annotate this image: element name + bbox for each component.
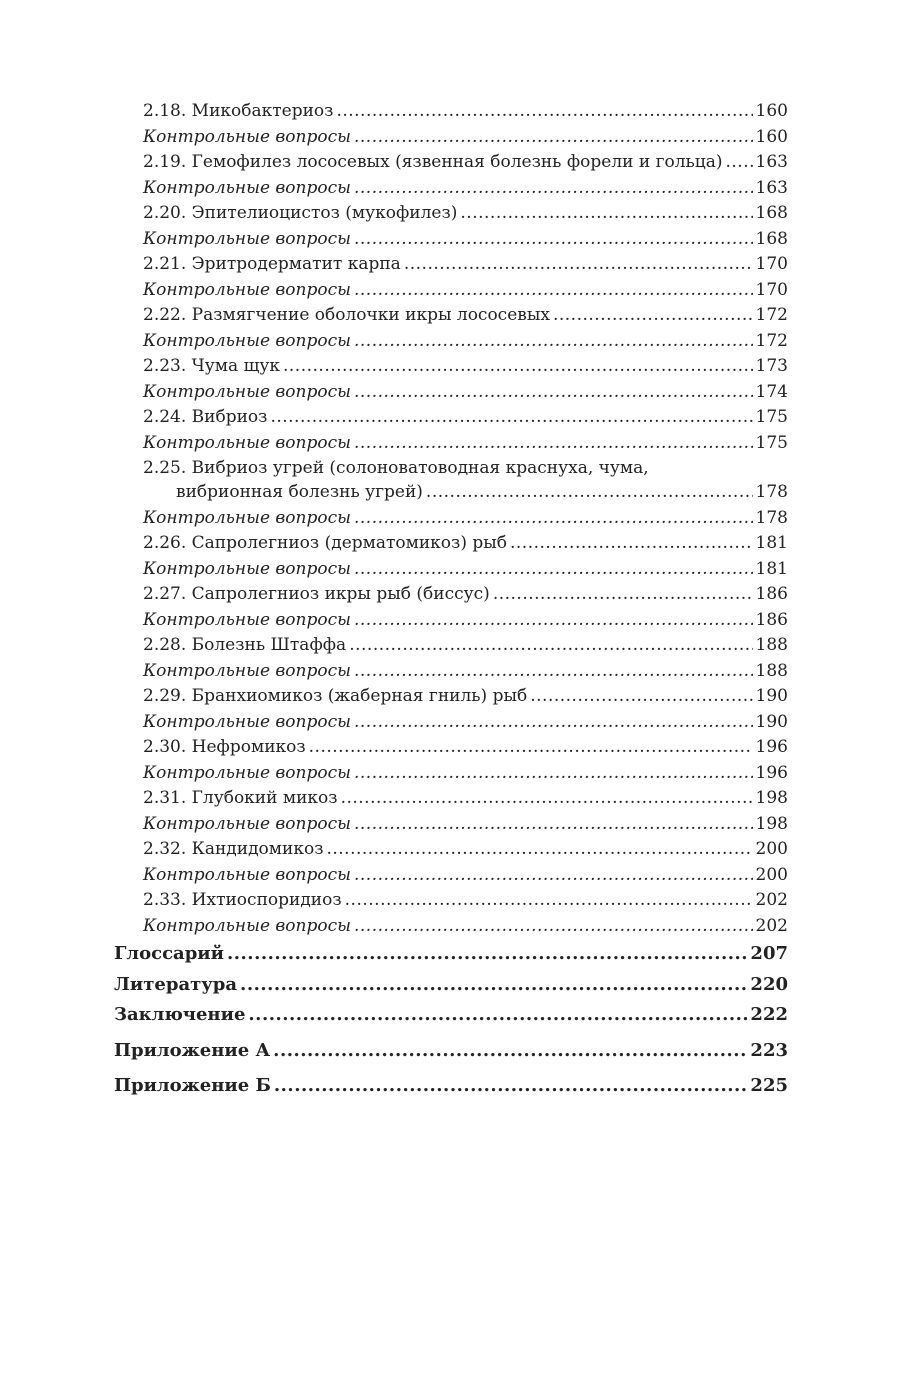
toc-entry-questions[interactable] [114,659,788,685]
toc-entry-title: Контрольные вопросы [143,762,351,783]
toc-entry[interactable] [114,735,788,761]
toc-entry-title: Контрольные вопросы [143,864,351,885]
toc-entry-questions[interactable] [114,227,788,253]
toc-major-entry-conclusion[interactable] [114,1000,788,1031]
toc-entry-questions[interactable] [114,329,788,355]
table-of-contents [114,99,788,1102]
toc-entry-page: 202 [755,915,788,936]
toc-entry[interactable] [114,582,788,608]
toc-entry-title: Приложение А [114,1039,271,1061]
toc-entry-page: 198 [755,788,788,808]
dot-leader [426,480,753,506]
toc-entry-questions[interactable] [114,278,788,304]
toc-entry-title: Контрольные вопросы [143,381,351,402]
toc-entry-title: 2.19. Гемофилез лососевых (язвенная болезнь форели и гольца) [143,152,723,172]
dot-leader [726,150,753,176]
toc-entry-page: 178 [755,482,788,502]
toc-entry-questions[interactable] [114,812,788,838]
toc-entry-page: 188 [755,635,788,655]
toc-entry-title: Контрольные вопросы [143,177,351,198]
toc-entry-page: 168 [755,228,788,249]
toc-entry-page: 175 [755,407,788,427]
toc-entry-page: 160 [755,101,788,121]
dot-leader [248,1000,747,1031]
dot-leader [354,431,753,457]
dot-leader [270,405,752,431]
toc-entry-continuation[interactable] [114,480,788,506]
dot-leader [345,888,753,914]
toc-entry-page: 170 [755,254,788,274]
dot-leader [354,329,753,355]
toc-entry-page: 163 [755,152,788,172]
toc-entry-title: 2.29. Бранхиомикоз (жаберная гниль) рыб [143,686,528,706]
toc-entry-first-line[interactable] [114,456,788,480]
toc-major-entry-glossary[interactable] [114,939,788,970]
dot-leader [510,531,753,557]
toc-entry-title: 2.20. Эпителиоцистоз (мукофилез) [143,203,458,223]
dot-leader [493,582,753,608]
toc-entry-questions[interactable] [114,914,788,940]
toc-entry-title: Контрольные вопросы [143,660,351,681]
toc-entry-title: 2.30. Нефромикоз [143,737,306,757]
toc-entry-questions[interactable] [114,176,788,202]
dot-leader [354,812,753,838]
toc-entry-questions[interactable] [114,608,788,634]
toc-entry-title: 2.24. Вибриоз [143,407,268,427]
toc-entry[interactable] [114,201,788,227]
dot-leader [273,1036,747,1067]
toc-entry-title: Контрольные вопросы [143,330,351,351]
toc-entry-page: 190 [755,711,788,732]
dot-leader [274,1071,748,1102]
toc-entry-title: 2.32. Кандидомикоз [143,839,324,859]
toc-entry[interactable] [114,354,788,380]
dot-leader [240,970,747,1001]
dot-leader [460,201,752,227]
dot-leader [354,710,753,736]
toc-entry[interactable] [114,303,788,329]
toc-entry-title: 2.31. Глубокий микоз [143,788,338,808]
toc-entry-questions[interactable] [114,431,788,457]
toc-entry-page: 172 [755,305,788,325]
dot-leader [349,633,752,659]
toc-entry-questions[interactable] [114,380,788,406]
toc-entry-page: 223 [750,1039,788,1061]
toc-entry-title: 2.27. Сапролегниоз икры рыб (биссус) [143,584,490,604]
dot-leader [354,506,753,532]
dot-leader [354,227,753,253]
toc-entry-title: 2.33. Ихтиоспоридиоз [143,890,342,910]
dot-leader [354,761,753,787]
toc-entry-page: 172 [755,330,788,351]
toc-entry-page: 200 [755,839,788,859]
dot-leader [354,608,753,634]
toc-major-entry-appendix-a[interactable] [114,1036,788,1067]
toc-entry-title: Контрольные вопросы [143,915,351,936]
dot-leader [283,354,753,380]
toc-entry-page: 190 [755,686,788,706]
dot-leader [354,380,753,406]
toc-entry-page: 202 [755,890,788,910]
dot-leader [336,99,752,125]
dot-leader [309,735,753,761]
toc-entry-page: 200 [755,864,788,885]
toc-entry-title: Приложение Б [114,1075,271,1096]
toc-entry-title: Литература [114,973,238,995]
toc-entry-page: 174 [755,381,788,402]
toc-entry-title: Контрольные вопросы [143,609,351,630]
toc-major-entry-literature[interactable] [114,970,788,1001]
toc-entry-title: Контрольные вопросы [143,228,351,249]
dot-leader [326,837,752,863]
dot-leader [354,914,753,940]
toc-entry-questions[interactable] [114,761,788,787]
toc-entry-title: 2.23. Чума щук [143,356,280,376]
toc-entry-title: Контрольные вопросы [143,126,351,147]
dot-leader [354,176,753,202]
toc-entry-title: Контрольные вопросы [143,813,351,834]
toc-entry-page: 186 [755,584,788,604]
dot-leader [530,684,752,710]
toc-entry[interactable] [114,252,788,278]
toc-entry-title: 2.18. Микобактериоз [143,101,334,121]
toc-entry-title: 2.22. Размягчение оболочки икры лососевых [143,305,550,325]
toc-entry[interactable] [114,633,788,659]
toc-entry[interactable] [114,99,788,125]
toc-entry-title: 2.26. Сапролегниоз (дерматомикоз) рыб [143,533,507,553]
toc-entry-title: Контрольные вопросы [143,507,351,528]
toc-entry-page: 181 [755,533,788,553]
toc-entry-title: Заключение [114,1004,246,1025]
toc-entry-questions[interactable] [114,557,788,583]
toc-entry-questions[interactable] [114,125,788,151]
dot-leader [354,278,753,304]
toc-entry[interactable] [114,684,788,710]
toc-entry-title: Контрольные вопросы [143,711,351,732]
toc-entry-page: 196 [755,762,788,783]
toc-entry-page: 188 [755,660,788,681]
toc-entry-title: 2.28. Болезнь Штаффа [143,635,347,655]
toc-entry-page: 173 [755,356,788,376]
dot-leader [227,939,747,970]
toc-entry-title: Контрольные вопросы [143,432,351,453]
toc-entry-page: 178 [755,507,788,528]
toc-major-entry-appendix-b[interactable] [114,1071,788,1102]
toc-entry-questions[interactable] [114,863,788,889]
toc-entry-title: Контрольные вопросы [143,279,351,300]
toc-entry-title: Контрольные вопросы [143,558,351,579]
toc-entry-page: 196 [755,737,788,757]
toc-entry-page: 186 [755,609,788,630]
toc-entry-questions[interactable] [114,506,788,532]
dot-leader [354,863,753,889]
toc-entry[interactable] [114,888,788,914]
toc-entry[interactable] [114,150,788,176]
toc-entry[interactable] [114,786,788,812]
toc-entry-page: 222 [750,1004,788,1025]
toc-entry-title: 2.25. Вибриоз угрей (солоноватоводная краснуха, чума, [143,458,649,478]
dot-leader [553,303,753,329]
dot-leader [341,786,753,812]
toc-entry-page: 181 [755,558,788,579]
dot-leader [404,252,753,278]
toc-entry-page: 163 [755,177,788,198]
toc-entry-page: 198 [755,813,788,834]
toc-entry-page: 207 [750,943,788,964]
dot-leader [354,125,753,151]
toc-entry-page: 168 [755,203,788,223]
toc-entry[interactable] [114,405,788,431]
dot-leader [354,557,753,583]
toc-entry-page: 175 [755,432,788,453]
toc-entry-page: 225 [750,1075,788,1096]
toc-entry-page: 220 [750,973,788,995]
toc-entry-page: 160 [755,126,788,147]
toc-entry[interactable] [114,837,788,863]
toc-entry[interactable] [114,531,788,557]
toc-entry-title-continuation: вибрионная болезнь угрей) [176,482,423,502]
dot-leader [354,659,753,685]
toc-entry-questions[interactable] [114,710,788,736]
toc-entry-title: Глоссарий [114,943,224,964]
toc-entry-page: 170 [755,279,788,300]
toc-entry-title: 2.21. Эритродерматит карпа [143,254,401,274]
